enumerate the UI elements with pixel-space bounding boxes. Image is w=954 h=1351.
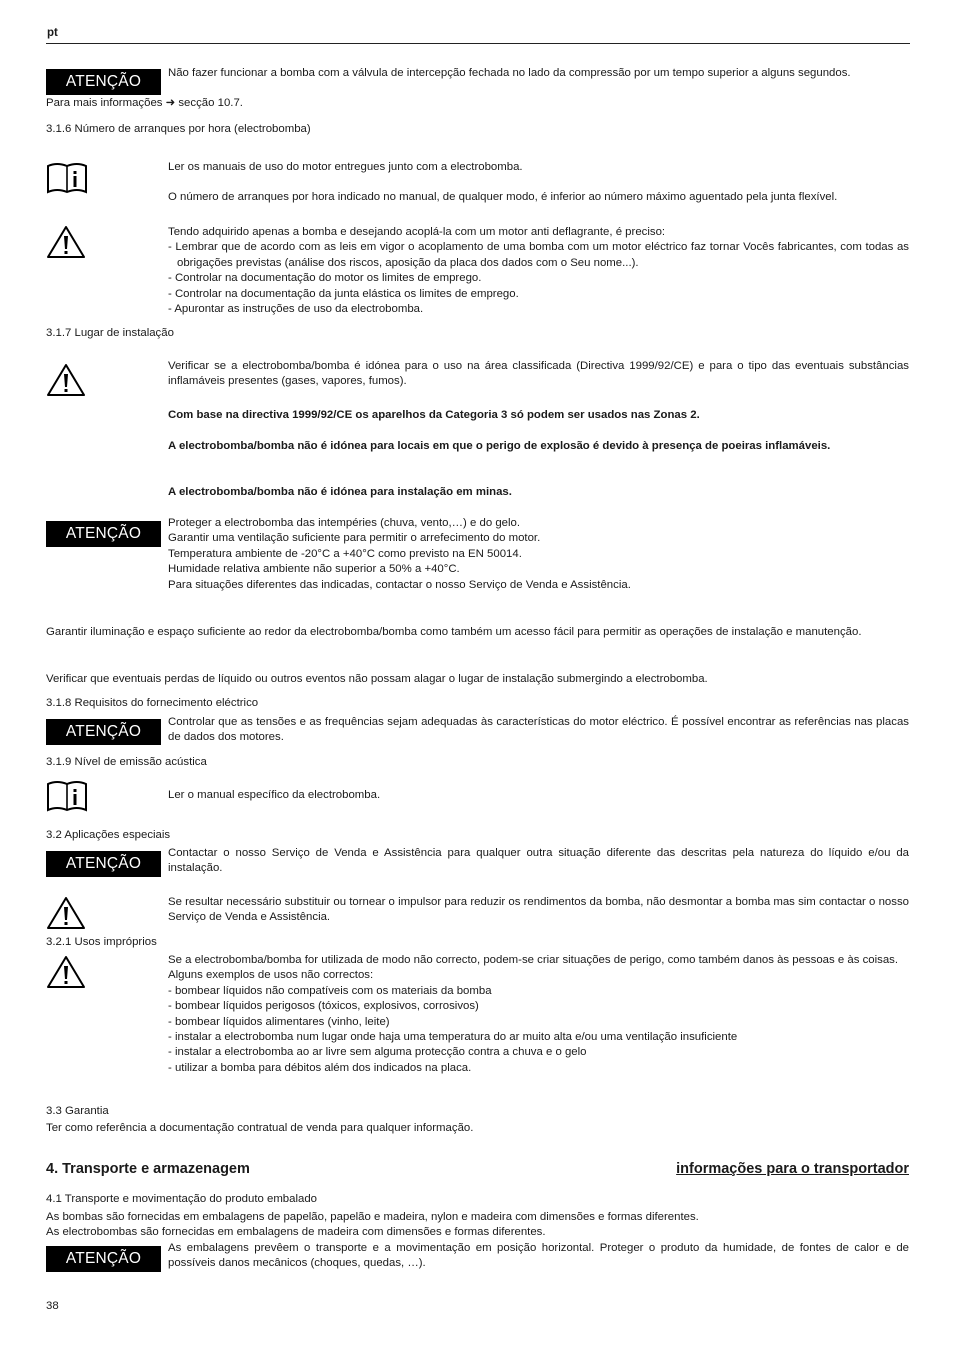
warning-text: Se resultar necessário substituir ou tornear o impulsor para reduzir os rendimentos da bomba, não desmontar a bomba mas sim contactar o nosso Serviço de Venda e Assistência. [168, 896, 909, 924]
section-heading-3-3: 3.3 Garantia [46, 1105, 109, 1117]
manual-info-icon [46, 160, 88, 194]
attention-badge: ATENÇÃO [46, 69, 161, 95]
warning-text-block [168, 225, 909, 317]
chapter-note: informações para o transportador [676, 1161, 909, 1177]
attention-text: Controlar que as tensões e as frequências sejam adequadas às características do motor eléctrico. É possível encontrar as referências nas placas de dados dos motores. [168, 716, 909, 744]
attention-badge: ATENÇÃO [46, 521, 161, 547]
attention-text: As embalagens prevêem o transporte e a movimentação em posição horizontal. Proteger o produto da humidade, de fontes de calor e de possíveis danos mecânicos (choques, quedas, …). [168, 1242, 909, 1270]
section-heading-3-2: 3.2 Aplicações especiais [46, 829, 171, 841]
bold-notice: Com base na directiva 1999/92/CE os aparelhos da Categoria 3 só podem ser usados nas Zonas 2. [168, 409, 700, 421]
body-paragraph: Garantir iluminação e espaço suficiente ao redor da electrobomba/bomba como também um acesso fácil para permitir as operações de instalação e manutenção. [46, 626, 862, 638]
body-paragraph: Verificar que eventuais perdas de líquido ou outros eventos não possam alagar o lugar de instalação submergindo a electrobomba. [46, 673, 708, 685]
list-item: - instalar a electrobomba ao ar livre sem alguma protecção contra a chuva e o gelo [168, 1046, 587, 1059]
info-text: Ler os manuais de uso do motor entregues junto com a electrobomba. [168, 161, 523, 173]
attention-line: Garantir uma ventilação suficiente para permitir o arrefecimento do motor. [168, 532, 541, 545]
section-heading-3-1-9: 3.1.9 Nível de emissão acústica [46, 756, 207, 768]
attention-badge: ATENÇÃO [46, 719, 161, 745]
attention-badge: ATENÇÃO [46, 851, 161, 877]
attention-line: Humidade relativa ambiente não superior a 50% a +40°C. [168, 563, 460, 576]
list-item: - Controlar na documentação do motor os limites de emprego. [168, 272, 482, 285]
more-info-text: Para mais informações ➜ secção 10.7. [46, 97, 243, 109]
warning-text-block [168, 953, 909, 1076]
warning-triangle-icon [46, 363, 86, 397]
examples-label: Alguns exemplos de usos não correctos: [168, 969, 374, 982]
section-heading-3-1-7: 3.1.7 Lugar de instalação [46, 327, 174, 339]
list-item: - utilizar a bomba para débitos além dos indicados na placa. [168, 1061, 472, 1074]
warning-triangle-icon [46, 955, 86, 989]
attention-badge: ATENÇÃO [46, 1246, 161, 1272]
info-text: O número de arranques por hora indicado no manual, de qualquer modo, é inferior ao número máximo aguentado pela junta flexível. [168, 191, 838, 203]
warning-triangle-icon [46, 896, 86, 930]
warning-triangle-icon [46, 225, 86, 259]
attention-line: Temperatura ambiente de -20°C a +40°C como previsto na EN 50014. [168, 547, 522, 560]
attention-text-block [168, 516, 909, 593]
info-text: Ler o manual específico da electrobomba. [168, 789, 381, 801]
page-number: 38 [46, 1300, 59, 1312]
attention-text: Contactar o nosso Serviço de Venda e Assistência para qualquer outra situação diferente das descritas pela natureza do líquido e/ou da instalação. [168, 847, 909, 875]
bold-notice: A electrobomba/bomba não é idónea para instalação em minas. [168, 486, 512, 498]
list-item: - bombear líquidos alimentares (vinho, leite) [168, 1015, 390, 1028]
list-item: - Controlar na documentação da junta elástica os limites de emprego. [168, 287, 519, 300]
warning-intro: Tendo adquirido apenas a bomba e desejando acoplá-la com um motor anti deflagrante, é preciso: [168, 226, 666, 238]
manual-info-icon [46, 778, 88, 812]
section-heading-3-1-6: 3.1.6 Número de arranques por hora (electrobomba) [46, 123, 311, 135]
attention-line: Proteger a electrobomba das intempéries (chuva, vento,…) e do gelo. [168, 517, 521, 529]
warning-intro: Se a electrobomba/bomba for utilizada de modo não correcto, podem-se criar situações de perigo, como também danos às pessoas e às coisas. [168, 954, 899, 966]
body-paragraph: Ter como referência a documentação contratual de venda para qualquer informação. [46, 1122, 474, 1134]
warning-text: Verificar se a electrobomba/bomba é idónea para o uso na área classificada (Directiva 1999/92/CE) e para o tipo das eventuais substâncias inflamáveis presentes (gases, vapores, fumos). [168, 360, 909, 388]
list-item: - bombear líquidos não compatíveis com os materiais da bomba [168, 984, 492, 997]
attention-line: Para situações diferentes das indicadas, contactar o nosso Serviço de Venda e Assistência. [168, 578, 631, 591]
list-item: - Apurontar as instruções de uso da electrobomba. [168, 303, 424, 316]
body-line: As electrobombas são fornecidas em embalagens de madeira com dimensões e formas diferentes. [46, 1226, 546, 1238]
list-item: - Lembrar que de acordo com as leis em vigor o acoplamento de uma bomba com um motor eléctrico faz tornar Vocês fabricantes, com todas as obrigações previstas (análise dos riscos, aposição da placa dos dados com o Seu nome...). [168, 241, 909, 269]
bold-notice: A electrobomba/bomba não é idónea para locais em que o perigo de explosão é devido à presença de poeiras inflamáveis. [168, 440, 831, 452]
section-heading-4-1: 4.1 Transporte e movimentação do produto embalado [46, 1193, 318, 1205]
list-item: - bombear líquidos perigosos (tóxicos, explosivos, corrosivos) [168, 1000, 479, 1013]
section-heading-3-2-1: 3.2.1 Usos impróprios [46, 936, 157, 948]
body-line: As bombas são fornecidas em embalagens de papelão, papelão e madeira, nylon e madeira com dimensões e formas diferentes. [46, 1211, 699, 1223]
chapter-title: 4. Transporte e armazenagem [46, 1161, 250, 1177]
language-code: pt [47, 27, 58, 39]
attention-text: Não fazer funcionar a bomba com a válvula de intercepção fechada no lado da compressão por um tempo superior a alguns segundos. [168, 67, 851, 79]
header-rule [46, 43, 910, 44]
section-heading-3-1-8: 3.1.8 Requisitos do fornecimento eléctrico [46, 697, 259, 709]
list-item: - instalar a electrobomba num lugar onde haja uma temperatura do ar muito alta e/ou uma ventilação insuficiente [168, 1031, 738, 1044]
